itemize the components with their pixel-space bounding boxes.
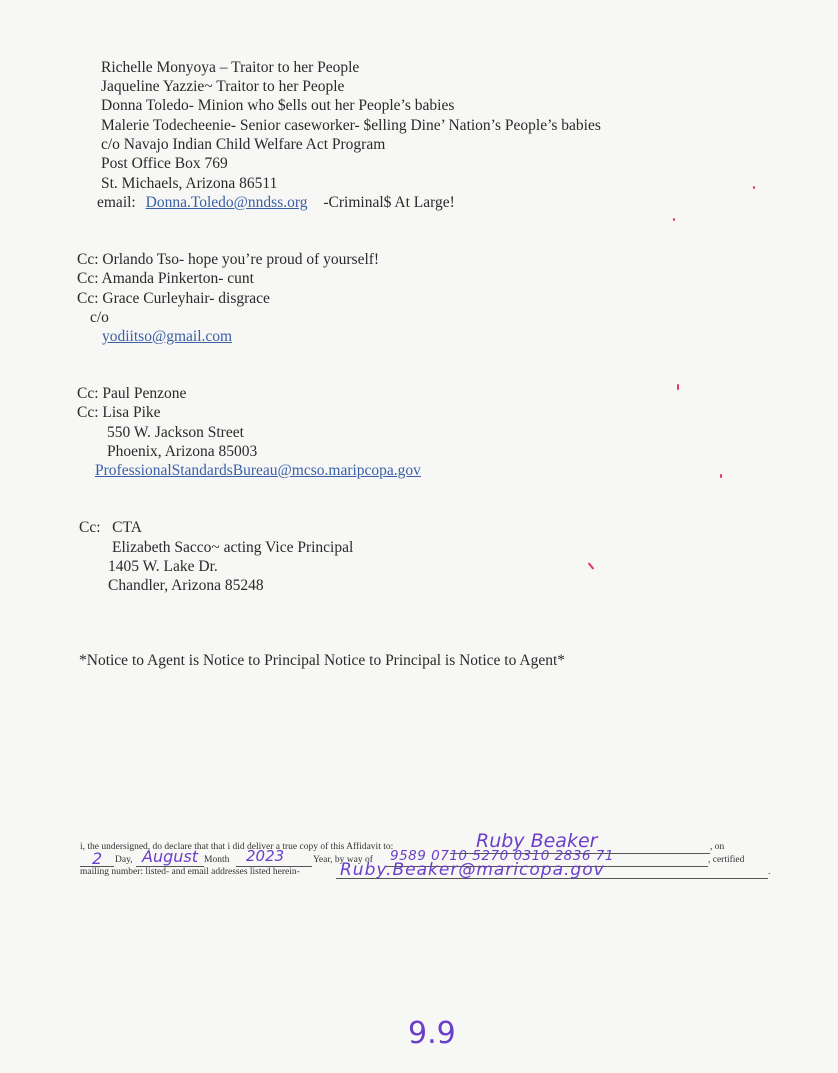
- cc-line: 550 W. Jackson Street: [107, 424, 244, 441]
- ink-speck: [588, 562, 595, 569]
- cc-line: Cc: Orlando Tso- hope you’re proud of yourself!: [77, 251, 380, 268]
- cc-email-link[interactable]: ProfessionalStandardsBureau@mcso.maripcopa.gov: [95, 462, 421, 479]
- notice-statement: *Notice to Agent is Notice to Principal Notice to Principal is Notice to Agent*: [79, 652, 566, 669]
- handwritten-month: August: [142, 847, 198, 866]
- addressee-line: c/o Navajo Indian Child Welfare Act Program: [101, 136, 386, 153]
- addressee-line: Malerie Todecheenie- Senior caseworker- $elling Dine’ Nation’s People’s babies: [101, 117, 601, 134]
- handwritten-day: 2: [92, 849, 103, 868]
- handwritten-email: Ruby.Beaker@maricopa.gov: [340, 860, 605, 880]
- cc-email-link[interactable]: yodiitso@gmail.com: [102, 328, 233, 345]
- email-label: email:: [97, 194, 136, 211]
- year-label: Year, by way of: [313, 855, 373, 865]
- cc-line: Cc: Grace Curleyhair- disgrace: [77, 290, 270, 307]
- handwritten-name: Ruby Beaker: [476, 830, 598, 852]
- cc-line: Cc: Lisa Pike: [77, 404, 161, 421]
- addressee-line: Jaqueline Yazzie~ Traitor to her People: [101, 78, 345, 95]
- month-label: Month: [204, 855, 230, 865]
- cc-line: 1405 W. Lake Dr.: [108, 558, 218, 575]
- certified-label: , certified: [708, 855, 745, 865]
- addressee-line: St. Michaels, Arizona 86511: [101, 175, 278, 192]
- cc-line: Chandler, Arizona 85248: [108, 577, 264, 594]
- certificate-text: i, the undersigned, do declare that that i did deliver a true copy of this Affidavit to:: [80, 842, 394, 852]
- cc-line: Cc: CTA: [79, 519, 142, 536]
- day-label: Day,: [115, 855, 133, 865]
- certificate-on: , on: [710, 842, 725, 852]
- addressee-line: Post Office Box 769: [101, 155, 228, 172]
- handwritten-year: 2023: [246, 847, 285, 865]
- cc-line: Elizabeth Sacco~ acting Vice Principal: [112, 539, 354, 556]
- addressee-line: Donna Toledo- Minion who $ells out her People’s babies: [101, 97, 455, 114]
- cc-line: Cc: Paul Penzone: [77, 385, 187, 402]
- addressee-line: Richelle Monyoya – Traitor to her People: [101, 59, 360, 76]
- handwritten-mailing-number: 9589 0710 5270 0310 2836 71: [390, 848, 614, 864]
- addressee-email-line: [97, 193, 455, 212]
- ink-speck: [677, 384, 679, 390]
- cc-line: c/o: [90, 309, 109, 326]
- page-number: 9.9: [408, 1016, 456, 1051]
- cc-line: Phoenix, Arizona 85003: [107, 443, 258, 460]
- end-period: .: [768, 867, 771, 877]
- ink-speck: [673, 218, 675, 221]
- ink-speck: [753, 186, 755, 189]
- ink-speck: [720, 474, 722, 478]
- email-suffix: -Criminal$ At Large!: [323, 194, 455, 211]
- email-link[interactable]: Donna.Toledo@nndss.org: [145, 194, 308, 211]
- cc-line: Cc: Amanda Pinkerton- cunt: [77, 270, 254, 287]
- mailing-text: mailing number: listed- and email addresses listed herein-: [80, 867, 300, 877]
